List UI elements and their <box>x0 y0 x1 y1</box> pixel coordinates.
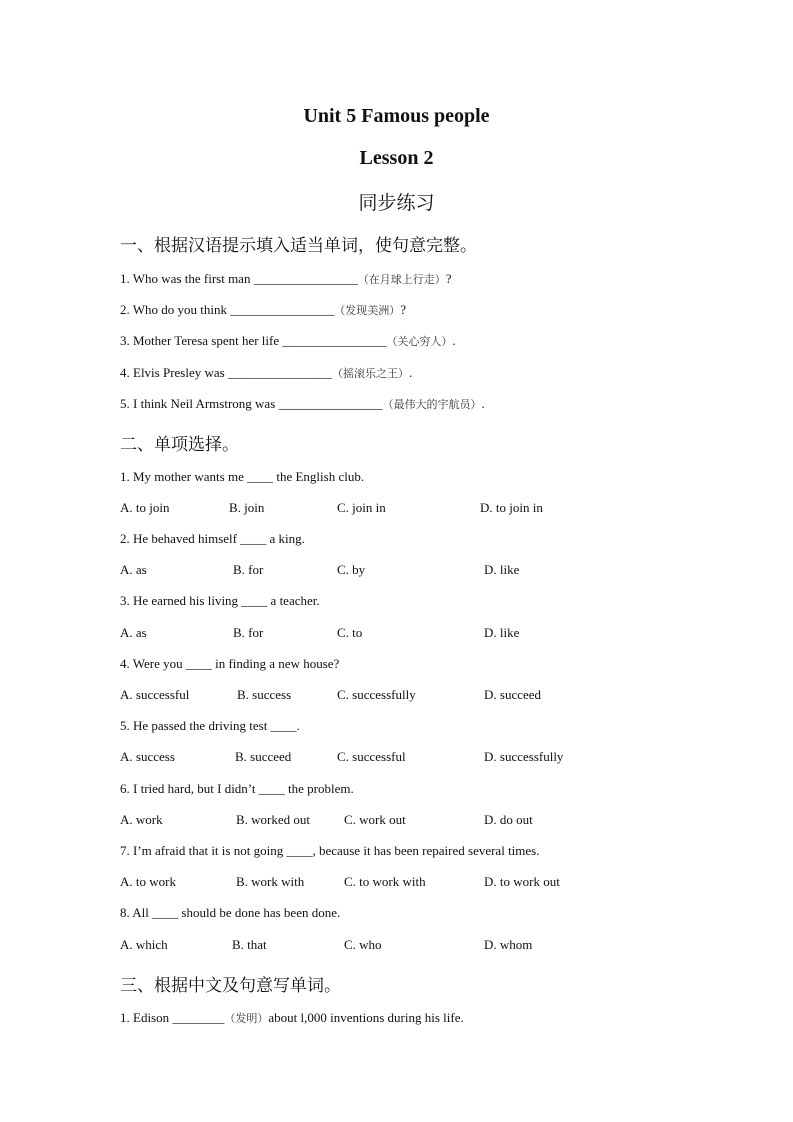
question-text: 1. My mother wants me ____ the English club. <box>120 469 365 484</box>
section2-heading: 二、单项选择。 <box>120 435 239 455</box>
option-b: B. work with <box>236 874 305 889</box>
fill-item-text: 3. Mother Teresa spent her life ________________ <box>120 333 387 348</box>
option-b: B. for <box>233 625 264 640</box>
option-c: C. join in <box>337 500 386 515</box>
fill-item <box>120 333 456 349</box>
option-d: D. do out <box>484 812 533 827</box>
option-b: B. success <box>237 687 292 702</box>
option-b: B. worked out <box>236 812 311 827</box>
fill-item-punct: . <box>408 365 413 380</box>
exercise-subtitle: 同步练习 <box>358 192 435 214</box>
fill-item-punct: . <box>481 396 485 411</box>
fill-item <box>120 396 485 412</box>
option-c: C. to <box>337 625 363 640</box>
document-title: Unit 5 Famous people <box>303 105 490 127</box>
fill-item-rest: about l,000 inventions during his life. <box>268 1010 464 1025</box>
fill-item-hint: （在月球上行走） <box>357 273 446 286</box>
option-c: C. who <box>344 937 382 952</box>
option-c: C. successful <box>337 749 406 764</box>
fill-item <box>120 1010 464 1026</box>
fill-item <box>120 365 412 381</box>
option-d: D. successfully <box>484 749 564 764</box>
option-d: D. whom <box>484 937 533 952</box>
fill-item-text: 4. Elvis Presley was ________________ <box>120 365 332 380</box>
option-d: D. succeed <box>484 687 542 702</box>
fill-item-punct: ? <box>445 271 452 286</box>
option-b: B. for <box>233 562 264 577</box>
option-a: A. to join <box>120 500 170 515</box>
option-d: D. like <box>484 625 520 640</box>
option-b: B. that <box>232 937 267 952</box>
fill-item <box>120 302 406 318</box>
fill-item-punct: ? <box>400 302 407 317</box>
lesson-title: Lesson 2 <box>359 147 434 169</box>
fill-item <box>120 271 452 287</box>
option-a: A. success <box>120 749 175 764</box>
fill-item-hint: （最伟大的宇航员） <box>382 398 482 411</box>
option-c: C. successfully <box>337 687 416 702</box>
fill-item-text: 2. Who do you think ________________ <box>120 302 335 317</box>
question-text: 6. I tried hard, but I didn’t ____ the problem. <box>120 781 354 796</box>
fill-item-hint: （发现美洲） <box>334 304 401 317</box>
option-b: B. join <box>229 500 265 515</box>
option-a: A. work <box>120 812 163 827</box>
option-a: A. as <box>120 562 147 577</box>
option-c: C. to work with <box>344 874 426 889</box>
section1-heading: 一、根据汉语提示填入适当单词，使句意完整。 <box>120 236 477 256</box>
question-text: 2. He behaved himself ____ a king. <box>120 531 305 546</box>
question-text: 4. Were you ____ in finding a new house? <box>120 656 340 671</box>
question-text: 5. He passed the driving test ____. <box>120 718 300 733</box>
fill-item-text: 1. Edison ________ <box>120 1010 225 1025</box>
option-d: D. to work out <box>484 874 560 889</box>
fill-item-text: 1. Who was the first man ________________ <box>120 271 358 286</box>
fill-item-punct: . <box>452 333 456 348</box>
option-a: A. successful <box>120 687 190 702</box>
fill-item-text: 5. I think Neil Armstrong was ________________ <box>120 396 383 411</box>
option-a: A. to work <box>120 874 176 889</box>
option-d: D. to join in <box>480 500 543 515</box>
question-text: 3. He earned his living ____ a teacher. <box>120 593 320 608</box>
option-a: A. which <box>120 937 168 952</box>
option-a: A. as <box>120 625 147 640</box>
fill-item-hint: （摇滚乐之王） <box>331 367 409 380</box>
question-text: 7. I’m afraid that it is not going ____, because it has been repaired several times. <box>120 843 540 858</box>
option-d: D. like <box>484 562 520 577</box>
fill-item-hint: （关心穷人） <box>386 335 453 348</box>
option-c: C. work out <box>344 812 406 827</box>
section3-heading: 三、根据中文及句意写单词。 <box>120 976 341 996</box>
option-b: B. succeed <box>235 749 292 764</box>
option-c: C. by <box>337 562 366 577</box>
fill-item-hint: （发明） <box>224 1012 269 1025</box>
question-text: 8. All ____ should be done has been done. <box>120 905 341 920</box>
